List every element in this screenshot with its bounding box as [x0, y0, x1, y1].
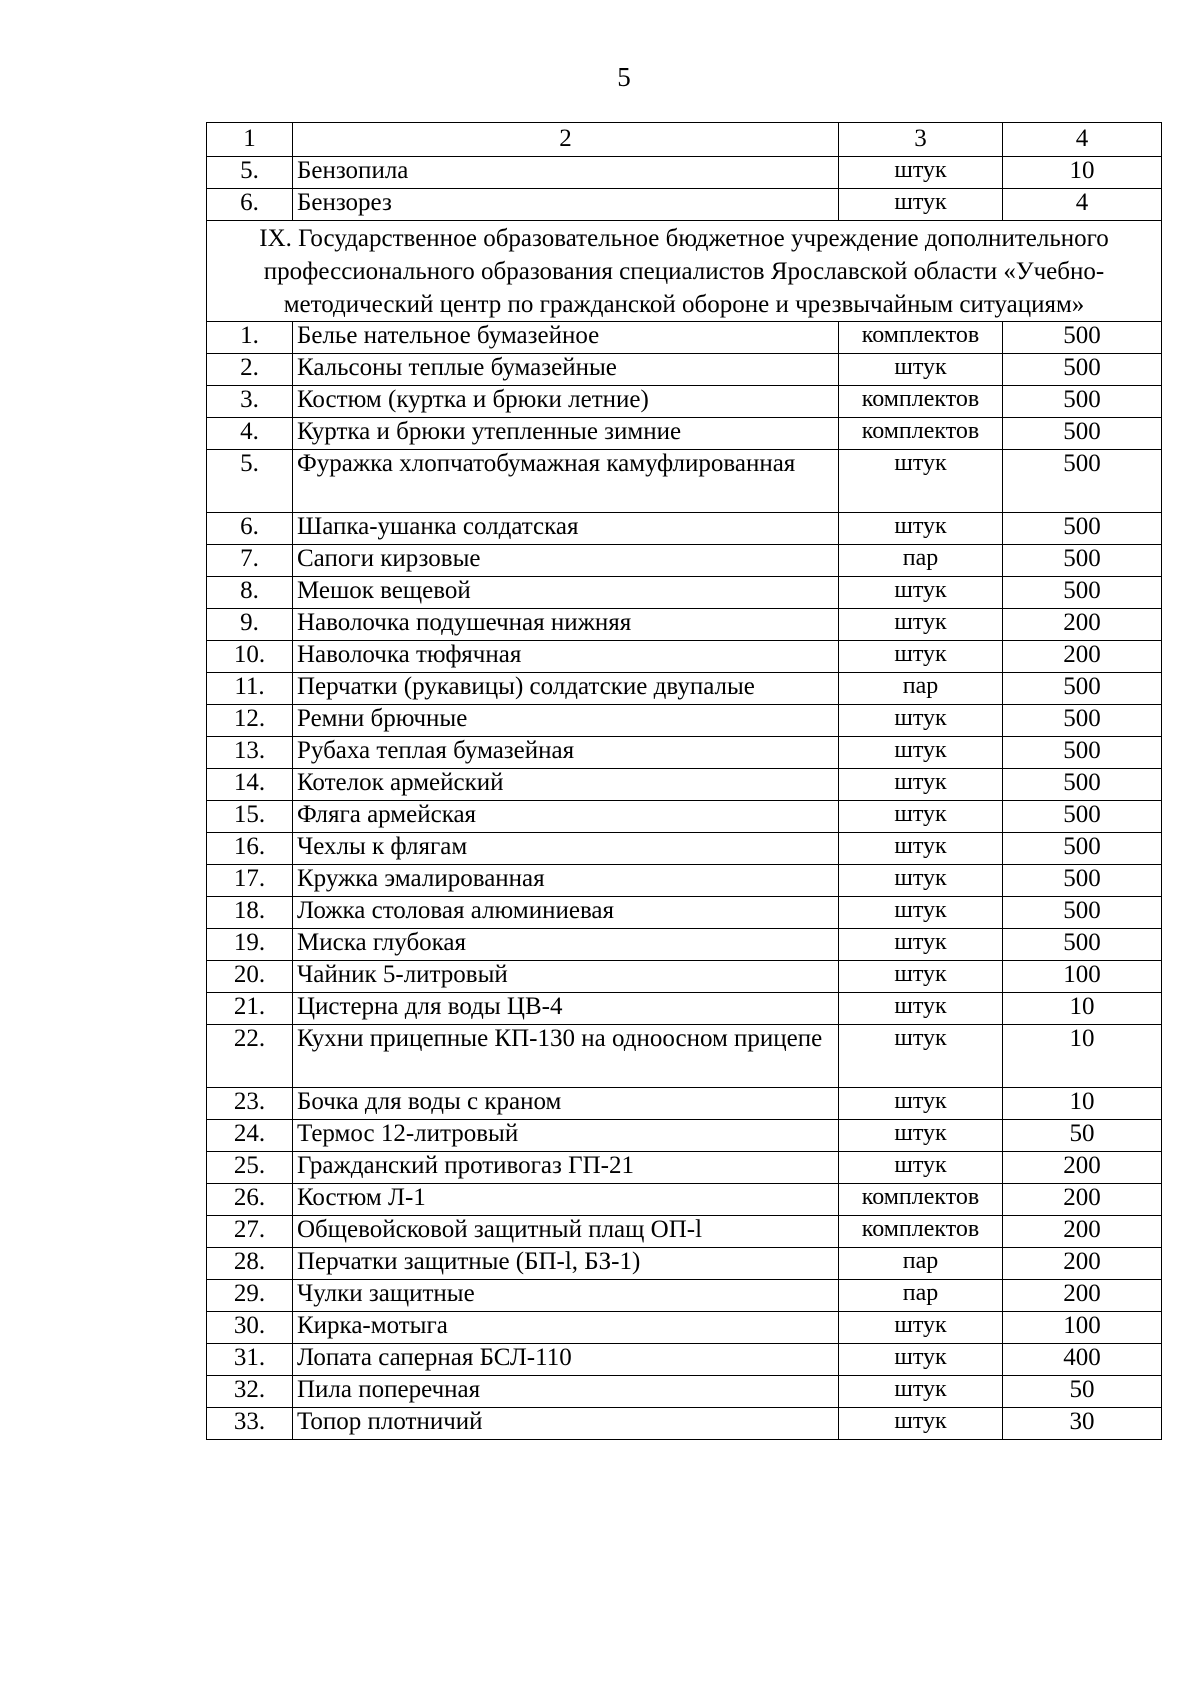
row-number: 5.: [207, 450, 293, 513]
item-name: Лопата саперная БСЛ-110: [293, 1344, 839, 1376]
item-name: Пила поперечная: [293, 1376, 839, 1408]
row-number: 2.: [207, 354, 293, 386]
item-name: Топор плотничий: [293, 1408, 839, 1440]
item-name: Кружка эмалированная: [293, 865, 839, 897]
table-row: [207, 322, 1162, 354]
row-number: 26.: [207, 1184, 293, 1216]
item-quantity: 10: [1003, 1088, 1162, 1120]
item-name: Гражданский противогаз ГП-21: [293, 1152, 839, 1184]
table-row: [207, 418, 1162, 450]
row-number: 12.: [207, 705, 293, 737]
table-row: [207, 1088, 1162, 1120]
item-name: Кальсоны теплые бумазейные: [293, 354, 839, 386]
item-name: Кирка-мотыга: [293, 1312, 839, 1344]
item-unit: штук: [839, 450, 1003, 513]
table-row: [207, 929, 1162, 961]
column-header-2: 2: [293, 123, 839, 157]
section-title: IX. Государственное образовательное бюджетное учреждение дополнительного профессионального образования специалистов Ярославской области «Учебно-методический центр по гражданской обороне и чрезвычайным ситуациям»: [207, 221, 1162, 322]
row-number: 23.: [207, 1088, 293, 1120]
item-quantity: 500: [1003, 450, 1162, 513]
item-quantity: 500: [1003, 833, 1162, 865]
item-unit: штук: [839, 1344, 1003, 1376]
item-name: Ремни брючные: [293, 705, 839, 737]
item-unit: комплектов: [839, 418, 1003, 450]
item-quantity: 10: [1003, 1025, 1162, 1088]
item-name: Наволочка подушечная нижняя: [293, 609, 839, 641]
item-quantity: 500: [1003, 865, 1162, 897]
item-quantity: 500: [1003, 386, 1162, 418]
item-unit: штук: [839, 577, 1003, 609]
item-quantity: 500: [1003, 929, 1162, 961]
table-row: [207, 1344, 1162, 1376]
row-number: 3.: [207, 386, 293, 418]
item-quantity: 500: [1003, 737, 1162, 769]
row-number: 15.: [207, 801, 293, 833]
table-row: [207, 1216, 1162, 1248]
item-unit: комплектов: [839, 386, 1003, 418]
row-number: 17.: [207, 865, 293, 897]
item-unit: штук: [839, 929, 1003, 961]
item-quantity: 500: [1003, 801, 1162, 833]
row-number: 5.: [207, 157, 293, 189]
item-unit: штук: [839, 157, 1003, 189]
row-number: 19.: [207, 929, 293, 961]
item-name: Цистерна для воды ЦВ-4: [293, 993, 839, 1025]
item-name: Бочка для воды с краном: [293, 1088, 839, 1120]
table-row: [207, 450, 1162, 513]
item-unit: штук: [839, 769, 1003, 801]
table-row: [207, 1248, 1162, 1280]
item-unit: комплектов: [839, 1216, 1003, 1248]
item-unit: пар: [839, 1248, 1003, 1280]
item-name: Фляга армейская: [293, 801, 839, 833]
section-heading-row: [207, 221, 1162, 322]
item-quantity: 500: [1003, 577, 1162, 609]
item-name: Миска глубокая: [293, 929, 839, 961]
item-name: Перчатки защитные (БП-l, БЗ-1): [293, 1248, 839, 1280]
row-number: 20.: [207, 961, 293, 993]
row-number: 32.: [207, 1376, 293, 1408]
item-name: Фуражка хлопчатобумажная камуфлированная: [293, 450, 839, 513]
item-unit: штук: [839, 801, 1003, 833]
item-name: Ложка столовая алюминиевая: [293, 897, 839, 929]
item-name: Сапоги кирзовые: [293, 545, 839, 577]
table-row: [207, 673, 1162, 705]
row-number: 22.: [207, 1025, 293, 1088]
item-name: Перчатки (рукавицы) солдатские двупалые: [293, 673, 839, 705]
item-unit: штук: [839, 513, 1003, 545]
item-quantity: 500: [1003, 513, 1162, 545]
row-number: 18.: [207, 897, 293, 929]
row-number: 25.: [207, 1152, 293, 1184]
item-quantity: 200: [1003, 1248, 1162, 1280]
table-row: [207, 833, 1162, 865]
item-unit: штук: [839, 1152, 1003, 1184]
table-row: [207, 1280, 1162, 1312]
row-number: 14.: [207, 769, 293, 801]
item-name: Чулки защитные: [293, 1280, 839, 1312]
table-row: [207, 386, 1162, 418]
row-number: 9.: [207, 609, 293, 641]
table-row: [207, 189, 1162, 221]
table-row: [207, 865, 1162, 897]
row-number: 33.: [207, 1408, 293, 1440]
table-row: [207, 354, 1162, 386]
column-header-4: 4: [1003, 123, 1162, 157]
page-number: 5: [617, 62, 631, 92]
item-unit: штук: [839, 865, 1003, 897]
item-quantity: 500: [1003, 545, 1162, 577]
item-quantity: 500: [1003, 322, 1162, 354]
item-name: Котелок армейский: [293, 769, 839, 801]
column-header-1: 1: [207, 123, 293, 157]
item-unit: штук: [839, 354, 1003, 386]
item-unit: штук: [839, 897, 1003, 929]
row-number: 6.: [207, 513, 293, 545]
item-quantity: 50: [1003, 1376, 1162, 1408]
row-number: 28.: [207, 1248, 293, 1280]
row-number: 7.: [207, 545, 293, 577]
item-unit: пар: [839, 673, 1003, 705]
row-number: 13.: [207, 737, 293, 769]
table-row: [207, 737, 1162, 769]
item-unit: штук: [839, 1025, 1003, 1088]
item-name: Мешок вещевой: [293, 577, 839, 609]
item-unit: комплектов: [839, 1184, 1003, 1216]
item-quantity: 4: [1003, 189, 1162, 221]
item-unit: штук: [839, 641, 1003, 673]
item-unit: штук: [839, 1312, 1003, 1344]
row-number: 8.: [207, 577, 293, 609]
item-quantity: 100: [1003, 961, 1162, 993]
row-number: 29.: [207, 1280, 293, 1312]
row-number: 10.: [207, 641, 293, 673]
item-name: Чехлы к флягам: [293, 833, 839, 865]
item-quantity: 10: [1003, 993, 1162, 1025]
row-number: 16.: [207, 833, 293, 865]
item-unit: пар: [839, 545, 1003, 577]
item-unit: пар: [839, 1280, 1003, 1312]
item-name: Общевойсковой защитный плащ ОП-l: [293, 1216, 839, 1248]
inventory-table: [206, 122, 1162, 1440]
item-quantity: 200: [1003, 1280, 1162, 1312]
table-row: [207, 1184, 1162, 1216]
item-name: Наволочка тюфячная: [293, 641, 839, 673]
row-number: 27.: [207, 1216, 293, 1248]
row-number: 11.: [207, 673, 293, 705]
table-row: [207, 705, 1162, 737]
item-quantity: 50: [1003, 1120, 1162, 1152]
item-quantity: 100: [1003, 1312, 1162, 1344]
table-row: [207, 1120, 1162, 1152]
item-name: Бензорез: [293, 189, 839, 221]
item-quantity: 500: [1003, 673, 1162, 705]
item-name: Рубаха теплая бумазейная: [293, 737, 839, 769]
table-row: [207, 513, 1162, 545]
table-row: [207, 545, 1162, 577]
column-header-3: 3: [839, 123, 1003, 157]
item-unit: штук: [839, 189, 1003, 221]
item-quantity: 500: [1003, 354, 1162, 386]
item-name: Костюм (куртка и брюки летние): [293, 386, 839, 418]
row-number: 31.: [207, 1344, 293, 1376]
item-unit: штук: [839, 1376, 1003, 1408]
item-unit: штук: [839, 961, 1003, 993]
table-row: [207, 609, 1162, 641]
row-number: 24.: [207, 1120, 293, 1152]
item-quantity: 200: [1003, 1184, 1162, 1216]
table-row: [207, 157, 1162, 189]
table-row: [207, 769, 1162, 801]
item-unit: штук: [839, 737, 1003, 769]
item-name: Шапка-ушанка солдатская: [293, 513, 839, 545]
item-unit: штук: [839, 609, 1003, 641]
row-number: 21.: [207, 993, 293, 1025]
row-number: 1.: [207, 322, 293, 354]
item-name: Белье нательное бумазейное: [293, 322, 839, 354]
item-unit: штук: [839, 993, 1003, 1025]
table-row: [207, 1408, 1162, 1440]
row-number: 4.: [207, 418, 293, 450]
item-quantity: 200: [1003, 1216, 1162, 1248]
item-name: Бензопила: [293, 157, 839, 189]
table-row: [207, 993, 1162, 1025]
table-row: [207, 1152, 1162, 1184]
row-number: 6.: [207, 189, 293, 221]
table-row: [207, 961, 1162, 993]
table-row: [207, 577, 1162, 609]
item-unit: штук: [839, 833, 1003, 865]
item-name: Чайник 5-литровый: [293, 961, 839, 993]
item-quantity: 500: [1003, 418, 1162, 450]
item-quantity: 400: [1003, 1344, 1162, 1376]
item-name: Костюм Л-1: [293, 1184, 839, 1216]
item-quantity: 200: [1003, 641, 1162, 673]
item-name: Куртка и брюки утепленные зимние: [293, 418, 839, 450]
item-unit: штук: [839, 705, 1003, 737]
item-quantity: 200: [1003, 609, 1162, 641]
table-row: [207, 1312, 1162, 1344]
item-name: Термос 12-литровый: [293, 1120, 839, 1152]
item-unit: штук: [839, 1088, 1003, 1120]
item-unit: комплектов: [839, 322, 1003, 354]
item-unit: штук: [839, 1120, 1003, 1152]
table-row: [207, 1025, 1162, 1088]
item-quantity: 500: [1003, 897, 1162, 929]
item-quantity: 500: [1003, 705, 1162, 737]
item-quantity: 30: [1003, 1408, 1162, 1440]
item-name: Кухни прицепные КП-130 на одноосном прицепе: [293, 1025, 839, 1088]
item-quantity: 500: [1003, 769, 1162, 801]
inventory-table-body: [207, 123, 1162, 1440]
column-number-header-row: [207, 123, 1162, 157]
item-quantity: 10: [1003, 157, 1162, 189]
item-unit: штук: [839, 1408, 1003, 1440]
table-row: [207, 641, 1162, 673]
table-row: [207, 897, 1162, 929]
table-row: [207, 801, 1162, 833]
row-number: 30.: [207, 1312, 293, 1344]
table-row: [207, 1376, 1162, 1408]
item-quantity: 200: [1003, 1152, 1162, 1184]
